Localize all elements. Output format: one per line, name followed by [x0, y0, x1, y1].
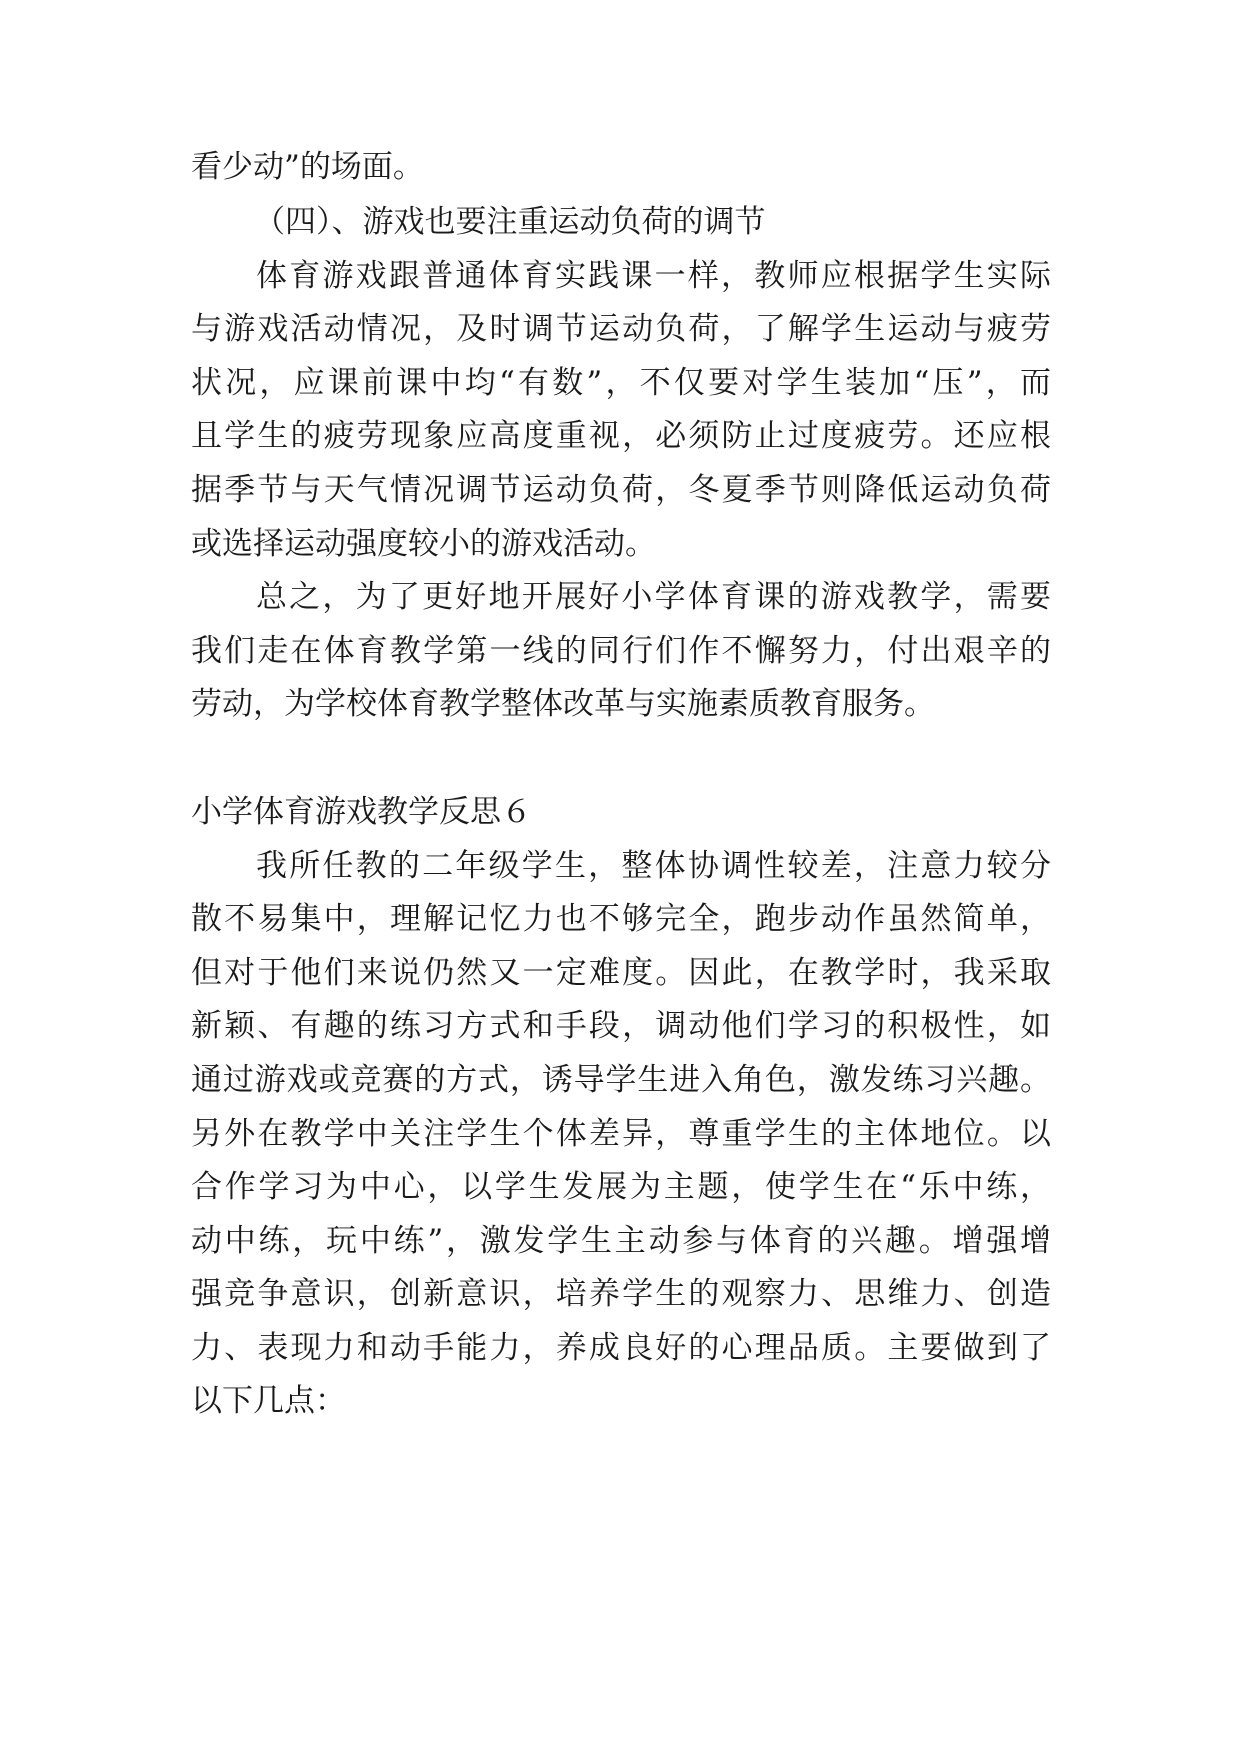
- paragraph-line: 新颖、有趣的练习方式和手段，调动他们学习的积极性，如: [191, 1008, 1051, 1044]
- paragraph-line: 动中练，玩中练”，激发学生主动参与体育的兴趣。增强增: [191, 1223, 1051, 1259]
- paragraph-line: 我所任教的二年级学生，整体协调性较差，注意力较分: [256, 848, 1051, 884]
- section-title: 小学体育游戏教学反思６: [191, 794, 532, 830]
- paragraph-line: 据季节与天气情况调节运动负荷，冬夏季节则降低运动负荷: [191, 472, 1051, 508]
- previous-section-tail: 看少动”的场面。: [191, 149, 424, 185]
- paragraph-line: 另外在教学中关注学生个体差异，尊重学生的主体地位。以: [191, 1116, 1051, 1152]
- paragraph-line: 我们走在体育教学第一线的同行们作不懈努力，付出艰辛的: [191, 633, 1051, 669]
- paragraph-line: 力、表现力和动手能力，养成良好的心理品质。主要做到了: [191, 1330, 1051, 1366]
- paragraph-line: 散不易集中，理解记忆力也不够完全，跑步动作虽然简单，: [191, 901, 1051, 937]
- paragraph-line: 状况，应课前课中均“有数”，不仅要对学生装加“压”，而: [191, 365, 1051, 401]
- paragraph-line: 且学生的疲劳现象应高度重视，必须防止过度疲劳。还应根: [191, 418, 1051, 454]
- paragraph-line: 与游戏活动情况，及时调节运动负荷，了解学生运动与疲劳: [191, 311, 1051, 347]
- paragraph-line: 强竞争意识，创新意识，培养学生的观察力、思维力、创造: [191, 1276, 1051, 1312]
- paragraph-line: 或选择运动强度较小的游戏活动。: [191, 526, 656, 562]
- subheading-load-regulation: （四）、游戏也要注重运动负荷的调节: [254, 204, 766, 240]
- paragraph-line: 劳动，为学校体育教学整体改革与实施素质教育服务。: [191, 686, 935, 722]
- paragraph-line: 以下几点：: [191, 1383, 346, 1419]
- paragraph-line: 合作学习为中心，以学生发展为主题，使学生在“乐中练，: [191, 1169, 1051, 1205]
- paragraph-line: 通过游戏或竞赛的方式，诱导学生进入角色，激发练习兴趣。: [191, 1062, 1051, 1098]
- paragraph-line: 总之，为了更好地开展好小学体育课的游戏教学，需要: [256, 579, 1051, 615]
- paragraph-line: 体育游戏跟普通体育实践课一样，教师应根据学生实际: [256, 258, 1051, 294]
- paragraph-line: 但对于他们来说仍然又一定难度。因此，在教学时，我采取: [191, 955, 1051, 991]
